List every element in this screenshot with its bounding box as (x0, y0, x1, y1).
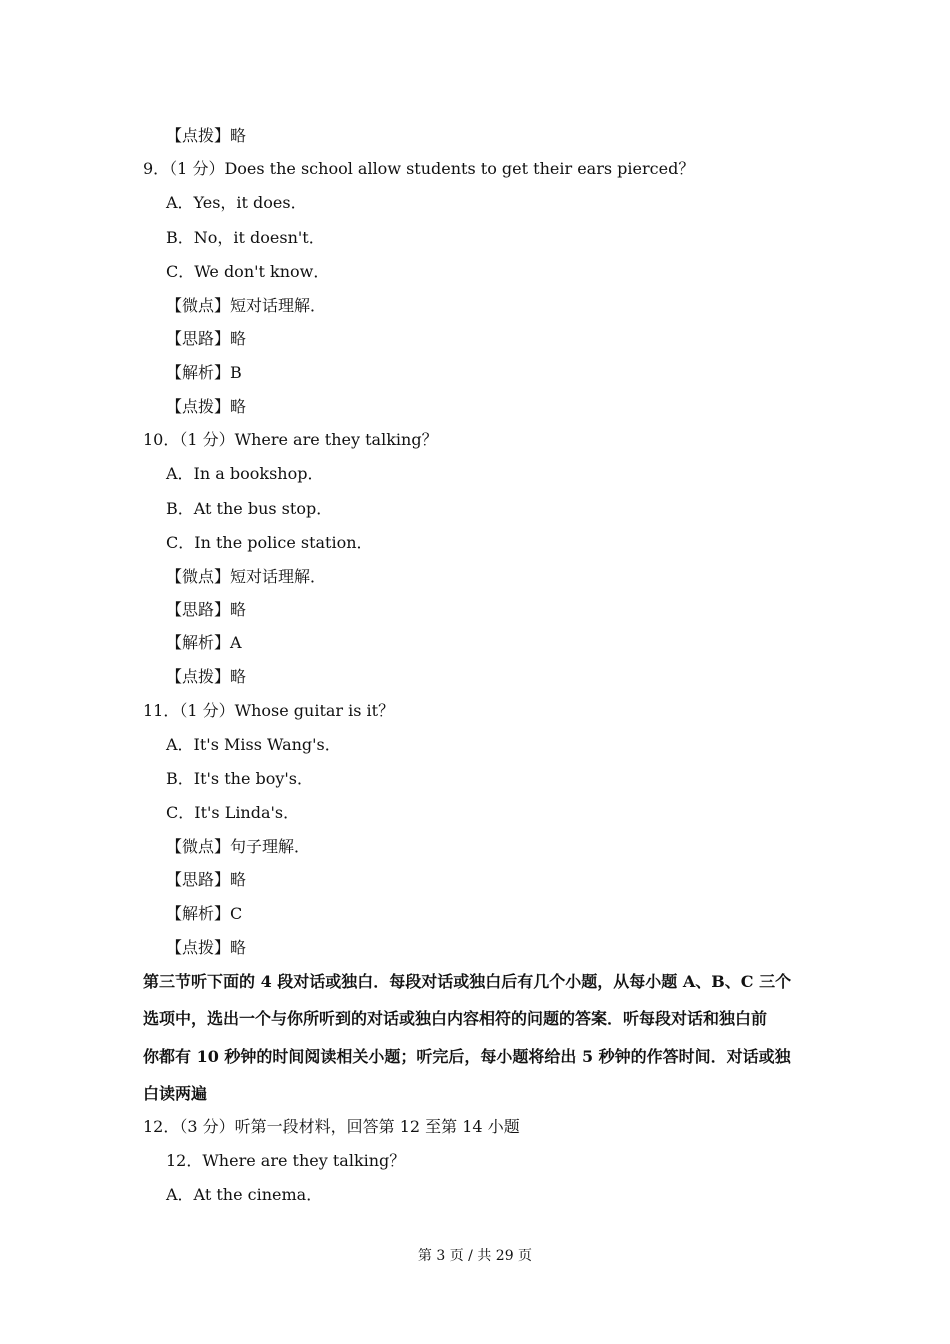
analysis-line: 【解析】B (166, 363, 242, 382)
tip-line: 【点拨】略 (166, 126, 247, 145)
option-a: A．It's Miss Wang's． (166, 735, 341, 754)
question-10: 10．（1 分）Where are they talking？ (143, 430, 438, 449)
option-c: C．In the police station． (166, 533, 373, 552)
micro-point: 【微点】短对话理解． (166, 296, 327, 315)
micro-point: 【微点】短对话理解． (166, 567, 327, 586)
option-a: A．Yes，it does． (166, 193, 307, 212)
option-b: B．It's the boy's． (166, 769, 314, 788)
option-c: C．It's Linda's． (166, 803, 300, 822)
approach-line: 【思路】略 (166, 600, 247, 619)
section-instructions-line: 第三节听下面的 4 段对话或独白．每段对话或独白后有几个小题，从每小题 A、B、C 三个 (143, 972, 792, 991)
sub-question-12: 12．Where are they talking？ (166, 1151, 406, 1170)
analysis-line: 【解析】C (166, 904, 243, 923)
section-instructions-line: 你都有 10 秒钟的时间阅读相关小题；听完后，每小题将给出 5 秒钟的作答时间．对话或独 (143, 1047, 791, 1066)
tip-line: 【点拨】略 (166, 938, 247, 957)
option-a: A．At the cinema． (166, 1185, 323, 1204)
question-9: 9．（1 分）Does the school allow students to get their ears pierced？ (143, 159, 695, 178)
section-instructions-line: 选项中，选出一个与你所听到的对话或独白内容相符的问题的答案．听每段对话和独白前 (143, 1009, 768, 1028)
micro-point: 【微点】句子理解． (166, 837, 311, 856)
option-b: B．At the bus stop． (166, 499, 333, 518)
option-b: B．No，it doesn't． (166, 228, 325, 247)
question-12: 12．（3 分）听第一段材料，回答第 12 至第 14 小题 (143, 1117, 520, 1136)
approach-line: 【思路】略 (166, 329, 247, 348)
option-a: A．In a bookshop． (166, 464, 324, 483)
tip-line: 【点拨】略 (166, 667, 247, 686)
option-c: C．We don't know． (166, 262, 330, 281)
page-footer: 第 3 页 / 共 29 页 (417, 1248, 533, 1264)
analysis-line: 【解析】A (166, 633, 242, 652)
question-11: 11．（1 分）Whose guitar is it？ (143, 701, 395, 720)
tip-line: 【点拨】略 (166, 397, 247, 416)
approach-line: 【思路】略 (166, 870, 247, 889)
section-instructions-line: 白读两遍 (143, 1084, 208, 1103)
